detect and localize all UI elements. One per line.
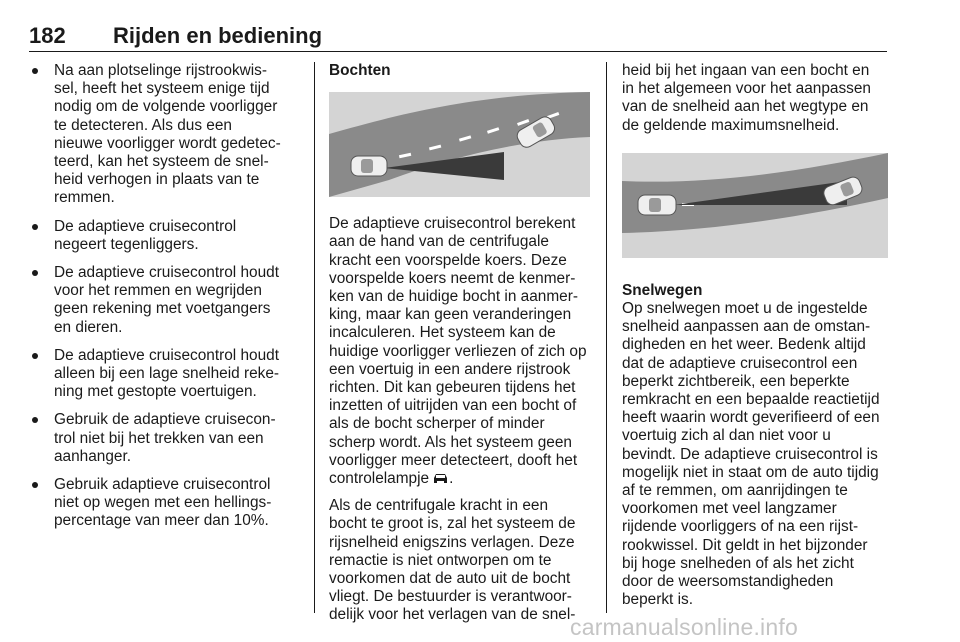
column-3 [622,62,888,618]
column-1 [29,62,301,541]
list-item [29,218,301,254]
paragraph [329,497,590,624]
bullet-text: Na aan plotselinge rijstrookwis- sel, heeft het systeem enige tijd nodig om de volgende voorligger te detecteren. Als dus een nieuwe voorligger wordt gedetec- teerd, kan het systeem de snel- heid verhogen in plaats van te remmen. [54,62,281,207]
page-title: Rijden en bediening [113,23,323,48]
bullet-text: Gebruik adaptieve cruisecontrol niet op wegen met een hellings- percentage van meer dan 10%. [54,476,272,530]
paragraph-text: controlelampje [329,470,430,488]
list-item [29,62,301,208]
highway-illustration [622,153,888,258]
paragraph-text: heid bij het ingaan van een bocht en in het algemeen voor het aanpassen van de snelheid aan het wegtype en de geldende maximumsnelheid. [622,62,871,134]
car-illustration [351,156,387,176]
bullet-dot-icon [32,353,38,359]
bullet-text: Gebruik de adaptieve cruisecon- trol niet bij het trekken van een aanhanger. [54,411,276,465]
list-item [29,347,301,402]
page-number: 182 [29,23,66,48]
vehicle-ahead-lamp-icon [432,472,449,485]
list-item [29,476,301,531]
column-divider [314,62,315,613]
bullet-dot-icon [32,270,38,276]
list-item [29,411,301,466]
page-header [29,25,887,52]
bullet-text: De adaptieve cruisecontrol negeert tegenliggers. [54,217,237,253]
bullet-text: De adaptieve cruisecontrol houdt voor het remmen en wegrijden geen rekening met voetgangers en dieren. [54,264,280,336]
bullet-dot-icon [32,417,38,423]
bullet-text: De adaptieve cruisecontrol houdt alleen bij een lage snelheid reke- ning met gestopte voertuigen. [54,346,280,401]
paragraph-text: De adaptieve cruisecontrol berekent aan de hand van de centrifugale kracht een voorspelde koers. Deze voorspelde koers neemt de kenmer- ken van de huidige bocht in aanmer- king, maar kan geen veranderingen incalculeren. Het systeem kan de huidige voorligger verliezen of zich op een voertuig in een andere rijstrook richten. Dit kan gebeuren tijdens het inzetten of uitrijden van een bocht of als de bocht scherper of minder scherp wordt. Als het systeem geen voorligger meer detecteert, dooft het [329,215,587,469]
paragraph-text: Als de centrifugale kracht in een bocht te groot is, zal het systeem de rijsnelheid enigszins verlagen. Deze remactie is niet ontworpen om te voorkomen dat de auto uit de bocht vliegt. De bestuurder is verantwoor- delijk voor het verlagen van de snel- [329,497,576,624]
list-item [29,264,301,337]
section-heading-snelwegen: Snelwegen [622,281,703,299]
paragraph [329,215,590,488]
bullet-dot-icon [32,224,38,230]
bullet-list [29,62,301,531]
bullet-dot-icon [32,482,38,488]
column-2 [329,62,590,634]
paragraph [622,300,888,609]
paragraph [622,62,888,135]
watermark: carmanualsonline.info [570,614,798,640]
section-heading-bochten: Bochten [329,62,391,79]
paragraph-text: . [449,470,454,488]
paragraph-text: Op snelwegen moet u de ingestelde snelheid aanpassen aan de omstan- digheden en het weer. Bedenk altijd dat de adaptieve cruisecontrol een beperkt zichtbereik, een beperkte remkracht en een bepaalde reactietijd heeft waarin wordt geverifieerd of een voertuig zich al dan niet voor u bevindt. De adaptieve cruisecontrol is mogelijk niet in staat om de auto tijdig af te remmen, om aanrijdingen te voorkomen met veel langzamer rijdende voorliggers of na een rijst- rookwissel. Dit geldt in het bijzonder bij hoge snelheden of als het zicht door de weersomstandigheden beperkt is. [622,300,880,609]
curve-illustration [329,92,590,197]
column-divider [606,62,607,613]
bullet-dot-icon [32,68,38,74]
